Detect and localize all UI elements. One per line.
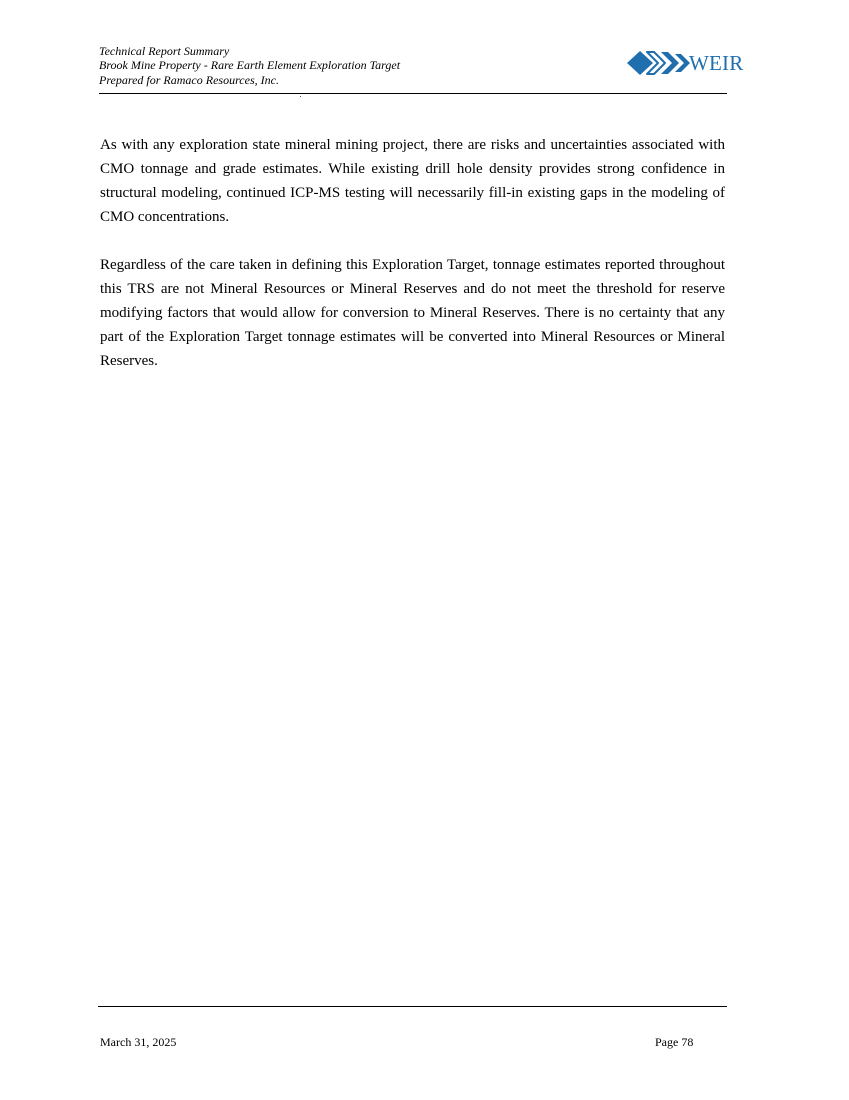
header-divider	[99, 93, 727, 94]
paragraph-exploration-target: Regardless of the care taken in defining this Exploration Target, tonnage estimates reported throughout this TRS are not Mineral Resources or Mineral Reserves and do not meet the threshold for reserve modifying factors that would allow for conversion to Mineral Reserves. There is no certainty that any part of the Exploration Target tonnage estimates will be converted into Mineral Resources or Mineral Reserves.	[100, 257, 725, 369]
weir-chevron-icon	[627, 50, 691, 76]
main-content	[100, 133, 725, 397]
weir-logo	[627, 50, 743, 76]
header-prepared-for: Prepared for Ramaco Resources, Inc.	[99, 72, 279, 87]
footer-date: March 31, 2025	[100, 1035, 177, 1049]
paragraph-risks: As with any exploration state mineral mining project, there are risks and uncertainties associated with CMO tonnage and grade estimates. While existing drill hole density provides strong confidence in structural modeling, continued ICP-MS testing will necessarily fill-in existing gaps in the modeling of CMO concentrations.	[100, 137, 725, 225]
footer-divider	[98, 1006, 727, 1007]
header-report-type: Technical Report Summary	[99, 44, 230, 58]
stray-mark	[300, 96, 301, 97]
page-number: Page 78	[655, 1035, 694, 1049]
running-header	[99, 44, 400, 87]
logo-wordmark: WEIR	[689, 51, 744, 75]
header-property-title: Brook Mine Property - Rare Earth Element Exploration Target	[99, 58, 401, 73]
